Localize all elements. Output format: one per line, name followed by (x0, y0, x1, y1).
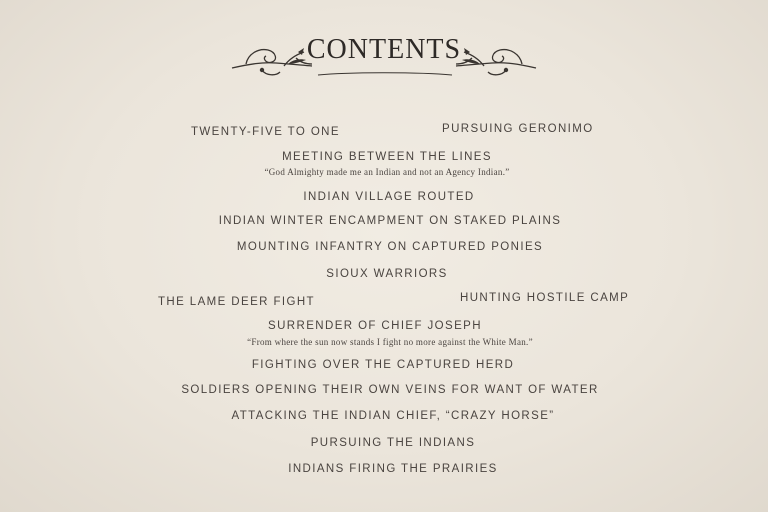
entry-surrender-chief-joseph: SURRENDER OF CHIEF JOSEPH (268, 320, 482, 332)
entry-pursuing-geronimo: PURSUING GERONIMO (442, 123, 594, 135)
entry-twenty-five-to-one: TWENTY-FIVE TO ONE (191, 126, 340, 138)
entry-indians-firing-prairies: INDIANS FIRING THE PRAIRIES (288, 463, 498, 475)
entry-attacking-crazy-horse: ATTACKING THE INDIAN CHIEF, “CRAZY HORSE” (231, 410, 555, 422)
entry-winter-encampment: INDIAN WINTER ENCAMPMENT ON STAKED PLAINS (218, 215, 562, 227)
entry-soldiers-opening-veins: SOLDIERS OPENING THEIR OWN VEINS FOR WANT OF WATER (181, 384, 599, 396)
entry-indian-village-routed: INDIAN VILLAGE ROUTED (303, 191, 475, 203)
quote-agency-indian: “God Almighty made me an Indian and not an Agency Indian.” (264, 167, 510, 177)
entry-lame-deer-fight: THE LAME DEER FIGHT (158, 296, 315, 308)
contents-header (0, 28, 768, 88)
entry-meeting-between-the-lines: MEETING BETWEEN THE LINES (282, 151, 492, 163)
entry-pursuing-the-indians: PURSUING THE INDIANS (310, 437, 476, 449)
entry-sioux-warriors: SIOUX WARRIORS (326, 268, 448, 280)
page-title: CONTENTS (306, 34, 462, 65)
entry-mounting-infantry: MOUNTING INFANTRY ON CAPTURED PONIES (236, 241, 544, 253)
entry-hunting-hostile-camp: HUNTING HOSTILE CAMP (460, 292, 630, 304)
quote-fight-no-more: “From where the sun now stands I fight no more against the White Man.” (247, 337, 533, 347)
entry-fighting-captured-herd: FIGHTING OVER THE CAPTURED HERD (251, 359, 515, 371)
